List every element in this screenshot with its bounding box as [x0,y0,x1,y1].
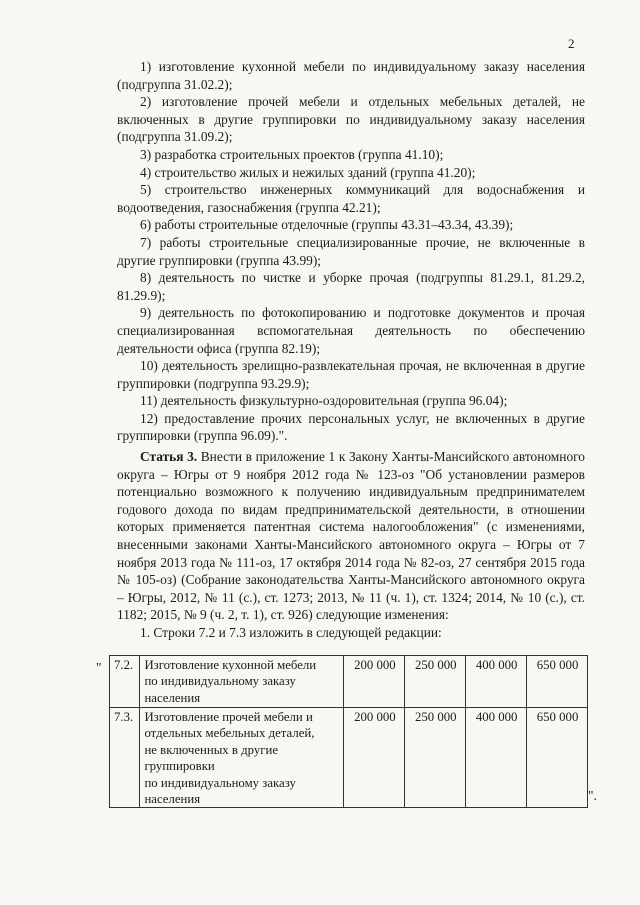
row-value: 200 000 [344,656,405,708]
row-number: 7.3. [110,708,140,808]
row-number: 7.2. [110,656,140,708]
table-intro: 1. Строки 7.2 и 7.3 изложить в следующей редакции: [140,624,442,640]
row-name [140,708,344,808]
row-value: 250 000 [405,656,466,708]
rates-table-wrap [109,655,591,808]
list-item: 11) деятельность физкультурно-оздоровительная (группа 96.04); [140,393,508,409]
list-item: 4) строительство жилых и нежилых зданий (группа 41.20); [140,164,476,180]
name-line: по индивидуальному заказу [144,674,296,689]
list-item: 8) деятельность по чистке и уборке прочая (подгруппы 81.29.1, 81.29.2, 81.29.9); [117,270,585,303]
article-3 [117,448,585,642]
name-line: не включенных в другие [144,742,279,757]
name-line: по индивидуальному заказу [144,775,296,790]
list-item: 5) строительство инженерных коммуникаций для водоснабжения и водоотведения, газоснабжения (группа 42.21); [117,182,585,215]
article-text: Внести в приложение 1 к Закону Ханты-Мансийского автономного округа – Югры от 9 ноября 2012 года № 123-оз "Об установлении размеров потенциально возможного к получению индивидуальным предпринимателем годового дохода по видам предпринимательской деятельности, в отношении которых применяется патентная система налогообложения" (с изменениями, внесенными законами Ханты-Мансийского автономного округа – Югры от 7 ноября 2013 года № 111-оз, 17 октября 2014 года № 82-оз, 27 сентября 2015 года № 105-оз) (Собрание законодательства Ханты-Мансийского автономного округа – Югры, 2012, № 11 (с.), ст. 1273; 2013, № 11 (ч. 1), ст. 1324; 2014, № 10 (с.), ст. 1182; 2015, № 9 (ч. 2, т. 1), ст. 926) следующие изменения: [117,449,585,623]
article-title: Статья 3. [140,449,198,464]
row-value: 400 000 [466,656,527,708]
activity-list [117,58,585,445]
name-line: населения [144,792,201,807]
table-row [110,656,588,708]
name-line: отдельных мебельных деталей, [144,726,315,741]
list-item: 10) деятельность зрелищно-развлекательная прочая, не включенная в другие группировки (подгруппа 93.29.9); [117,358,585,391]
list-item: 3) разработка строительных проектов (группа 41.10); [140,146,444,162]
close-quote: ". [588,788,597,803]
list-item: 12) предоставление прочих персональных услуг, не включенных в другие группировки (группа 96.09).". [117,410,585,444]
name-line: населения [144,690,201,705]
rates-table [109,655,588,808]
list-item: 9) деятельность по фотокопированию и подготовке документов и прочая специализированная вспомогательная деятельность по обеспечению деятельности офиса (группа 82.19); [117,305,585,356]
name-line: группировки [144,759,215,774]
row-value: 400 000 [466,708,527,808]
list-item: 6) работы строительные отделочные (группы 43.31–43.34, 43.39); [140,217,514,233]
list-item: 1) изготовление кухонной мебели по индивидуальному заказу населения (подгруппа 31.02.2); [117,59,585,92]
name-line: Изготовление кухонной мебели [144,658,317,672]
list-item: 7) работы строительные специализированные прочие, не включенные в другие группировки (группа 43.99); [117,234,585,268]
article-paragraph [117,448,585,624]
page-number: 2 [568,36,575,51]
open-quote: " [96,660,102,675]
row-name [140,656,344,708]
row-value: 650 000 [527,656,588,708]
row-value: 650 000 [527,708,588,808]
table-row [110,708,588,808]
row-value: 250 000 [405,708,466,808]
name-line: Изготовление прочей мебели и [144,710,313,724]
row-value: 200 000 [344,708,405,808]
list-item: 2) изготовление прочей мебели и отдельных мебельных деталей, не включенных в другие группировки по индивидуальному заказу населения (подгруппа 31.09.2); [117,94,585,145]
